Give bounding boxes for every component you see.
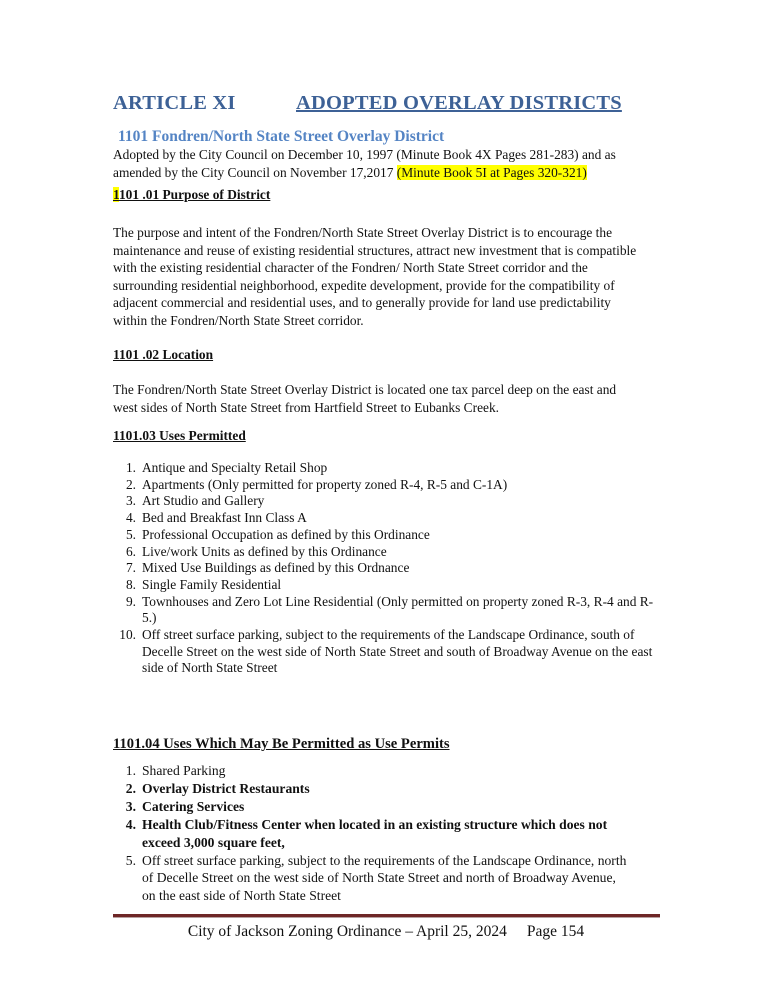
footer-divider: [113, 914, 660, 917]
list-item: [100, 560, 660, 577]
purpose-heading: [113, 187, 270, 203]
item-number: 3.: [125, 798, 136, 814]
list-item: [100, 627, 660, 677]
footer-text: City of Jackson Zoning Ordinance – April 25, 2024: [187, 923, 507, 940]
item-text: Mixed Use Buildings as defined by this Ordnance: [142, 560, 410, 576]
highlight-mark: 1: [113, 187, 119, 202]
item-number: 8.: [125, 576, 136, 592]
item-text: Art Studio and Gallery: [142, 493, 265, 509]
list-item: [100, 852, 628, 906]
uses-permitted-list: [100, 460, 660, 677]
list-item: [100, 762, 628, 780]
item-number: 7.: [125, 560, 136, 576]
item-text: Bed and Breakfast Inn Class A: [142, 510, 307, 526]
item-text: Apartments (Only permitted for property zoned R-4, R-5 and C-1A): [142, 476, 508, 492]
purpose-heading-text: 101 .01 Purpose of District: [118, 187, 271, 202]
item-text: Shared Parking: [142, 763, 226, 778]
item-number: 9.: [125, 593, 136, 609]
adoption-line: [113, 164, 673, 182]
paragraph-line: The purpose and intent of the Fondren/North State Street Overlay District is to encourage the: [113, 225, 613, 240]
purpose-paragraph: [113, 224, 673, 330]
list-item: [100, 510, 660, 527]
item-number: 4.: [125, 816, 136, 832]
highlighted-reference: (Minute Book 5I at Pages 320-321): [396, 164, 587, 180]
location-paragraph: [113, 381, 673, 416]
item-number: 2.: [125, 780, 136, 796]
list-item: [100, 544, 660, 561]
item-text: Antique and Specialty Retail Shop: [142, 460, 328, 475]
item-text: Single Family Residential: [142, 576, 282, 592]
item-number: 1.: [125, 763, 136, 778]
section-heading: 1101 Fondren/North State Street Overlay District: [118, 128, 445, 145]
uses-permitted-heading: 1101.03 Uses Permitted: [113, 428, 246, 443]
list-item: [100, 527, 660, 544]
list-item: [100, 780, 628, 798]
page-number: Page 154: [526, 923, 585, 940]
paragraph-line: west sides of North State Street from Hartfield Street to Eubanks Creek.: [113, 399, 500, 415]
location-heading: 1101 .02 Location: [113, 347, 214, 362]
page-footer: [0, 923, 772, 941]
article-title: ADOPTED OVERLAY DISTRICTS: [296, 92, 622, 114]
list-item: [100, 594, 660, 627]
item-number: 4.: [125, 510, 136, 526]
item-text: Townhouses and Zero Lot Line Residential (Only permitted on property zoned R-3, R-4 and R-5.): [142, 593, 654, 626]
paragraph-line: maintenance and reuse of existing residential structures, attract new investment that is compatible: [113, 242, 637, 258]
article-number: ARTICLE XI: [113, 92, 236, 114]
item-number: 10.: [119, 627, 136, 643]
paragraph-line: within the Fondren/North State Street corridor.: [113, 312, 364, 328]
list-item: [100, 460, 660, 477]
paragraph-line: surrounding residential neighborhood, expedite development, provide for the compatibility of: [113, 277, 615, 293]
item-text: Overlay District Restaurants: [142, 780, 310, 796]
item-number: 6.: [125, 543, 136, 559]
list-item: [100, 816, 628, 852]
paragraph-line: adjacent commercial and residential uses, and to generally provide for land use predictability: [113, 295, 611, 311]
list-item: [100, 477, 660, 494]
item-text: Off street surface parking, subject to the requirements of the Landscape Ordinance, north of Decelle Street on the west side of North State Street and north of Broadway Avenue, on the east side of North State Street: [142, 852, 627, 904]
list-item: [100, 798, 628, 816]
item-number: 2.: [125, 476, 136, 492]
paragraph-line: The Fondren/North State Street Overlay District is located one tax parcel deep on the east and: [113, 382, 617, 397]
item-text: Professional Occupation as defined by this Ordinance: [142, 526, 430, 542]
list-item: [100, 493, 660, 510]
paragraph-line: with the existing residential character of the Fondren/ North State Street corridor and the: [113, 260, 588, 276]
item-text: Live/work Units as defined by this Ordinance: [142, 543, 387, 559]
item-number: 5.: [125, 526, 136, 542]
item-number: 5.: [125, 852, 136, 868]
item-number: 3.: [125, 493, 136, 509]
item-text: Catering Services: [142, 798, 245, 814]
use-permits-heading: 1101.04 Uses Which May Be Permitted as Use Permits: [113, 736, 450, 752]
adoption-note: [113, 146, 673, 181]
item-number: 1.: [125, 460, 136, 475]
item-text: Health Club/Fitness Center when located in an existing structure which does not exceed 3,000 square feet,: [142, 816, 608, 850]
use-permits-list: [100, 762, 628, 905]
item-text: Off street surface parking, subject to the requirements of the Landscape Ordinance, south of Decelle Street on the west side of North State Street and south of Broadway Avenue on the east side of North State Street: [142, 627, 653, 676]
adoption-text: amended by the City Council on November 17,2017: [113, 164, 397, 180]
adoption-line: Adopted by the City Council on December 10, 1997 (Minute Book 4X Pages 281-283) and as: [113, 147, 616, 162]
list-item: [100, 577, 660, 594]
